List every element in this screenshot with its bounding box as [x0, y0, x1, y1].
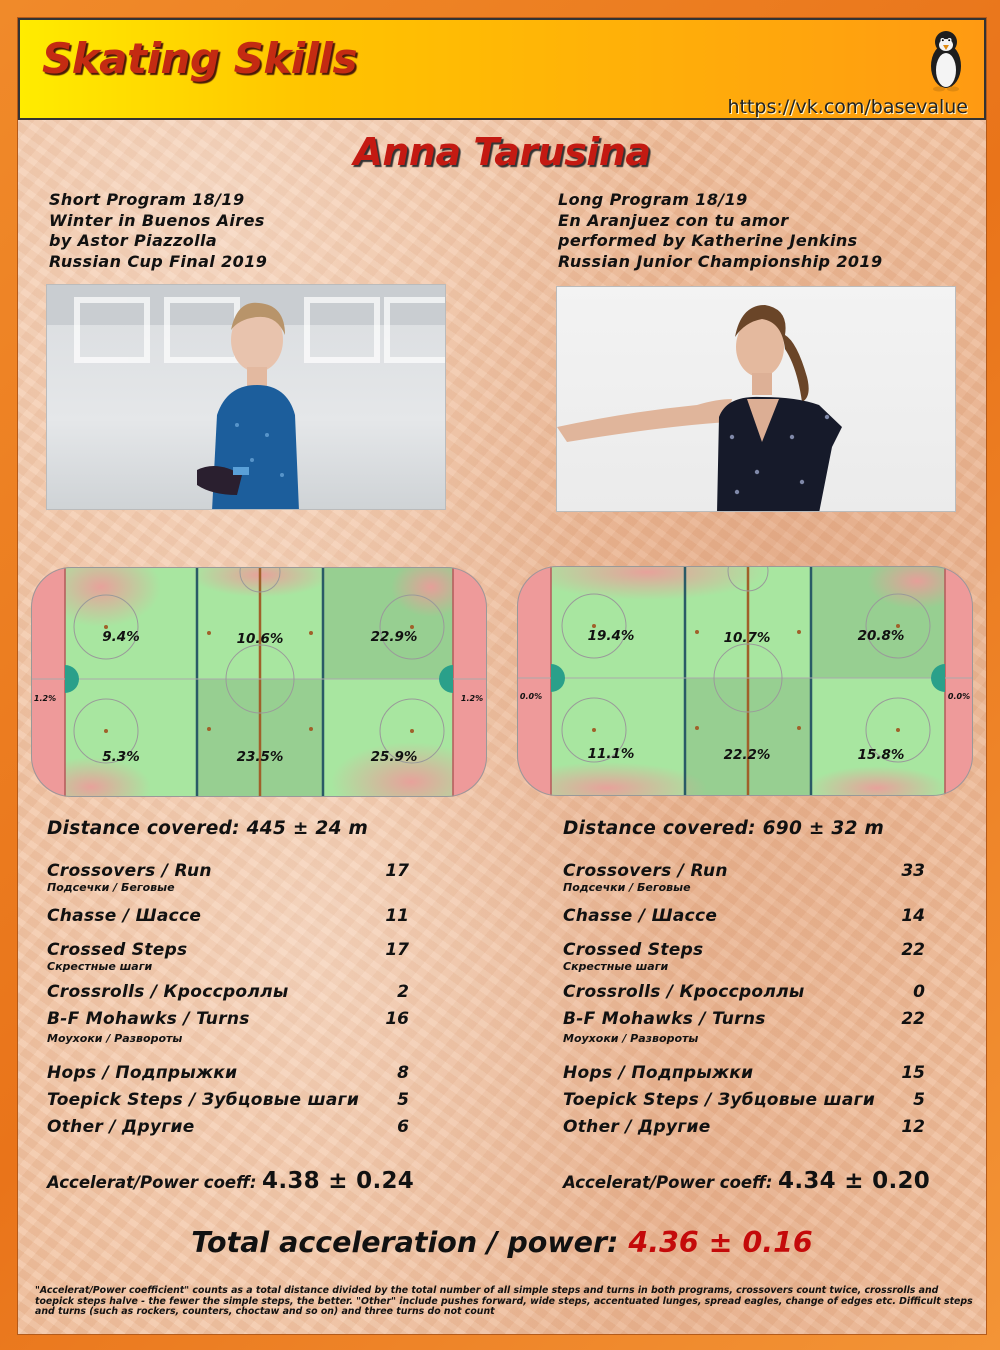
stat-sublabel: Моухоки / Развороты [563, 1032, 699, 1045]
stat-label: B-F Mohawks / Turns [47, 1009, 250, 1029]
long-program-event: Russian Junior Championship 2019 [558, 251, 883, 271]
zone-pct: 10.6% [236, 631, 284, 647]
coeff-label: Accelerat/Power coeff [47, 1173, 250, 1192]
stat-label: Crossovers / Run [563, 861, 728, 881]
zone-pct: 20.8% [857, 628, 905, 644]
stat-label: Other / Другие [47, 1117, 195, 1137]
total-acceleration [18, 1226, 986, 1259]
long-program-photo [556, 286, 956, 512]
stat-value: 16 [385, 1009, 409, 1029]
coeff-value: 4.38 ± 0.24 [262, 1168, 415, 1194]
header-banner [18, 18, 986, 120]
stat-value: 22 [901, 940, 925, 960]
penguin-icon [926, 26, 966, 92]
skater-name: Anna Tarusina [353, 130, 651, 174]
zone-pct: 15.8% [857, 747, 905, 763]
zone-pct: 5.3% [102, 749, 140, 765]
zone-pct: 19.4% [587, 628, 635, 644]
long-program-distance: Distance covered: 690 ± 32 m [563, 818, 885, 839]
footnote: "Accelerat/Power coefficient" counts as a total distance divided by the total number of all simple steps and turns in both programs, crossovers count twice, crossrolls and toepick steps halve - the fewer the simple steps, the better. "Other" include pushes forward, wide steps, accentuated lunges, spread eagles, change of edges etc. Difficult steps and turns (such as rockers, counters, choctaw and so on) and three turns do not count [35, 1285, 973, 1317]
short-program-music: Winter in Buenos Aires [49, 210, 265, 230]
stat-sublabel: Моухоки / Развороты [47, 1032, 183, 1045]
stat-label: Chasse / Шассе [563, 906, 718, 926]
short-program-event: Russian Cup Final 2019 [49, 251, 268, 271]
stat-label: Other / Другие [563, 1117, 711, 1137]
zone-pct-end: 0.0% [519, 692, 543, 701]
zone-pct-end: 0.0% [947, 692, 971, 701]
zone-pct: 22.9% [370, 629, 418, 645]
stat-value: 0 [913, 982, 925, 1002]
stat-label: Crossed Steps [47, 940, 188, 960]
stat-sublabel: Скрестные шаги [47, 960, 153, 973]
stat-label: Crossrolls / Кроссроллы [47, 982, 289, 1002]
short-program-info [49, 190, 267, 272]
long-program-performer: performed by Katherine Jenkins [558, 231, 858, 250]
total-value: 4.36 ± 0.16 [628, 1226, 813, 1259]
stat-label: Hops / Подпрыжки [563, 1063, 754, 1083]
stat-label: B-F Mohawks / Turns [563, 1009, 766, 1029]
short-program-title: Short Program 18/19 [49, 190, 245, 209]
zone-pct-end: 1.2% [460, 694, 484, 703]
stat-value: 33 [901, 861, 925, 881]
stat-value: 17 [385, 940, 409, 960]
short-program-distance: Distance covered: 445 ± 24 m [47, 818, 369, 839]
coeff-value: 4.34 ± 0.20 [778, 1168, 931, 1194]
stat-value: 17 [385, 861, 409, 881]
long-program-rink-map [517, 566, 973, 796]
stat-sublabel: Скрестные шаги [563, 960, 669, 973]
stat-value: 8 [397, 1063, 409, 1083]
stat-sublabel: Подсечки / Беговые [47, 881, 175, 894]
stat-label: Toepick Steps / Зубцовые шаги [563, 1090, 876, 1110]
zone-pct: 25.9% [370, 749, 418, 765]
zone-pct: 23.5% [236, 749, 284, 765]
stat-label: Crossovers / Run [47, 861, 212, 881]
long-program-coeff [563, 1168, 930, 1194]
stat-value: 12 [901, 1117, 925, 1137]
short-program-rink-map [31, 567, 487, 797]
stat-label: Chasse / Шассе [47, 906, 202, 926]
stat-label: Hops / Подпрыжки [47, 1063, 238, 1083]
stat-value: 22 [901, 1009, 925, 1029]
stat-label: Toepick Steps / Зубцовые шаги [47, 1090, 360, 1110]
stat-label: Crossed Steps [563, 940, 704, 960]
zone-pct: 9.4% [102, 629, 140, 645]
total-label: Total acceleration / power: [191, 1226, 619, 1259]
short-program-photo [46, 284, 446, 510]
stat-value: 6 [397, 1117, 409, 1137]
stat-value: 15 [901, 1063, 925, 1083]
stat-value: 2 [397, 982, 409, 1002]
site-url[interactable]: https://vk.com/basevalue [727, 96, 968, 118]
zone-pct: 22.2% [723, 747, 771, 763]
page-frame [17, 17, 987, 1335]
stat-sublabel: Подсечки / Беговые [563, 881, 691, 894]
coeff-label: Accelerat/Power coeff: [563, 1173, 773, 1192]
stat-value: 14 [901, 906, 925, 926]
zone-pct-end: 1.2% [33, 694, 57, 703]
long-program-info [558, 190, 882, 272]
stat-value: 11 [385, 906, 409, 926]
long-program-title: Long Program 18/19 [558, 190, 748, 209]
zone-pct: 10.7% [723, 630, 771, 646]
app-title: Skating Skills [42, 34, 357, 83]
zone-pct: 11.1% [587, 746, 635, 762]
long-program-music: En Aranjuez con tu amor [558, 210, 789, 230]
coeff-separator: : [249, 1173, 257, 1192]
short-program-coeff [47, 1168, 414, 1194]
stat-label: Crossrolls / Кроссроллы [563, 982, 805, 1002]
short-program-composer: by Astor Piazzolla [49, 231, 218, 250]
stat-value: 5 [397, 1090, 409, 1110]
stat-value: 5 [913, 1090, 925, 1110]
